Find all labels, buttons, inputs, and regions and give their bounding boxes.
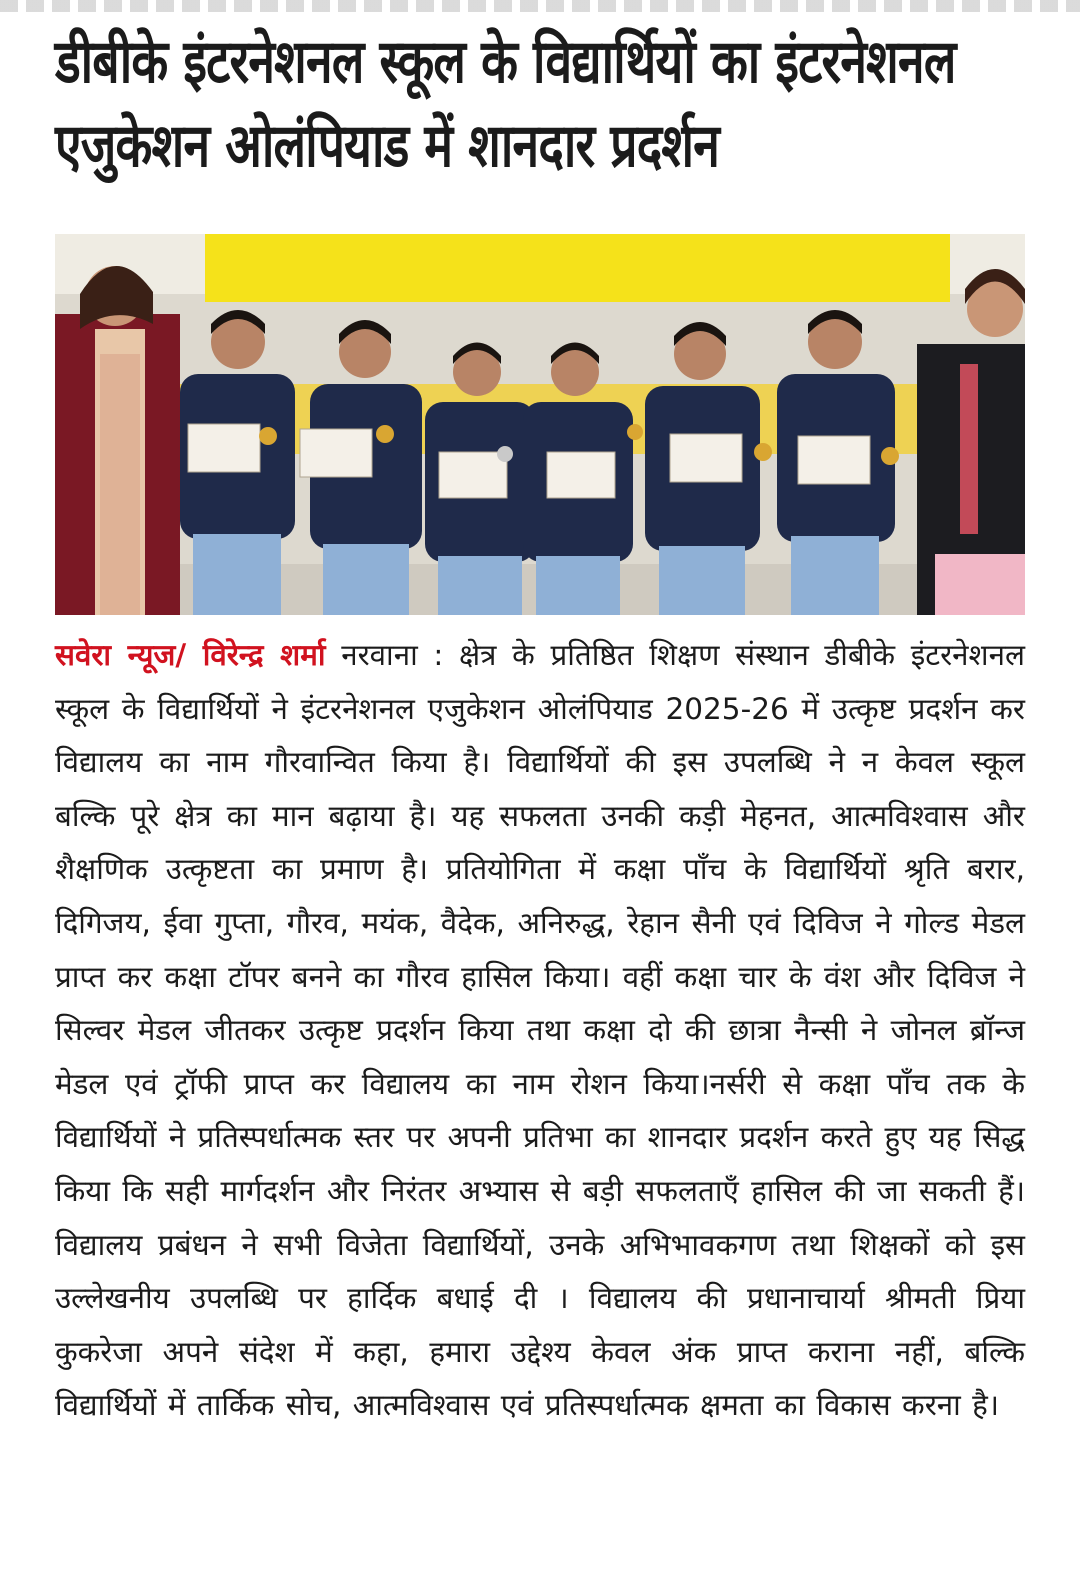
headline-line-1: डीबीके इंटरनेशनल स्कूल के विद्यार्थियों का इंटरनेशनल bbox=[55, 27, 956, 97]
headline-line-2: एजुकेशन ओलंपियाड में शानदार प्रदर्शन bbox=[55, 111, 720, 181]
news-photo bbox=[55, 234, 1025, 615]
byline: सवेरा न्यूज/ विरेन्द्र शर्मा bbox=[55, 638, 326, 672]
group-photo-illustration bbox=[55, 234, 1025, 615]
headline bbox=[55, 20, 956, 188]
previous-article-edge bbox=[0, 0, 1080, 12]
teacher-left bbox=[55, 266, 180, 615]
article-body bbox=[55, 629, 1025, 1433]
yellow-wall-panel bbox=[205, 234, 950, 302]
article-text: नरवाना : क्षेत्र के प्रतिष्ठित शिक्षण संस्थान डीबीके इंटरनेशनल स्कूल के विद्यार्थियों ने इंटरनेशनल एजुकेशन ओलंपियाड 2025-26 में उत्कृष्ट प्रदर्शन कर विद्यालय का नाम गौरवान्वित किया है। विद्यार्थियों की इस उपलब्धि ने न केवल स्कूल बल्कि पूरे क्षेत्र का मान बढ़ाया है। यह सफलता उनकी कड़ी मेहनत, आत्मविश्वास और शैक्षणिक उत्कृष्टता का प्रमाण है। प्रतियोगिता में कक्षा पाँच के विद्यार्थियों श्रृति बरार, दिगिजय, ईवा गुप्ता, गौरव, मयंक, वैदेक, अनिरुद्ध, रेहान सैनी एवं दिविज ने गोल्ड मेडल प्राप्त कर कक्षा टॉपर बनने का गौरव हासिल किया। वहीं कक्षा चार के वंश और दिविज ने सिल्वर मेडल जीतकर उत्कृष्ट प्रदर्शन किया तथा कक्षा दो की छात्रा नैन्सी ने जोनल ब्रॉन्ज मेडल एवं ट्रॉफी प्राप्त कर विद्यालय का नाम रोशन किया।नर्सरी से कक्षा पाँच तक के विद्यार्थियों ने प्रतिस्पर्धात्मक स्तर पर अपनी प्रतिभा का शानदार प्रदर्शन करते हुए यह सिद्ध किया कि सही मार्गदर्शन और निरंतर अभ्यास से बड़ी सफलताएँ हासिल की जा सकती हैं।विद्यालय प्रबंधन ने सभी विजेता विद्यार्थियों, उनके अभिभावकगण तथा शिक्षकों को इस उल्लेखनीय उपलब्धि पर हार्दिक बधाई दी । विद्यालय की प्रधानाचार्या श्रीमती प्रिया कुकरेजा अपने संदेश में कहा, हमारा उद्देश्य केवल अंक प्राप्त कराना नहीं, बल्कि विद्यार्थियों में तार्किक सोच, आत्मविश्वास एवं प्रतिस्पर्धात्मक क्षमता का विकास करना है। bbox=[55, 638, 1026, 1423]
